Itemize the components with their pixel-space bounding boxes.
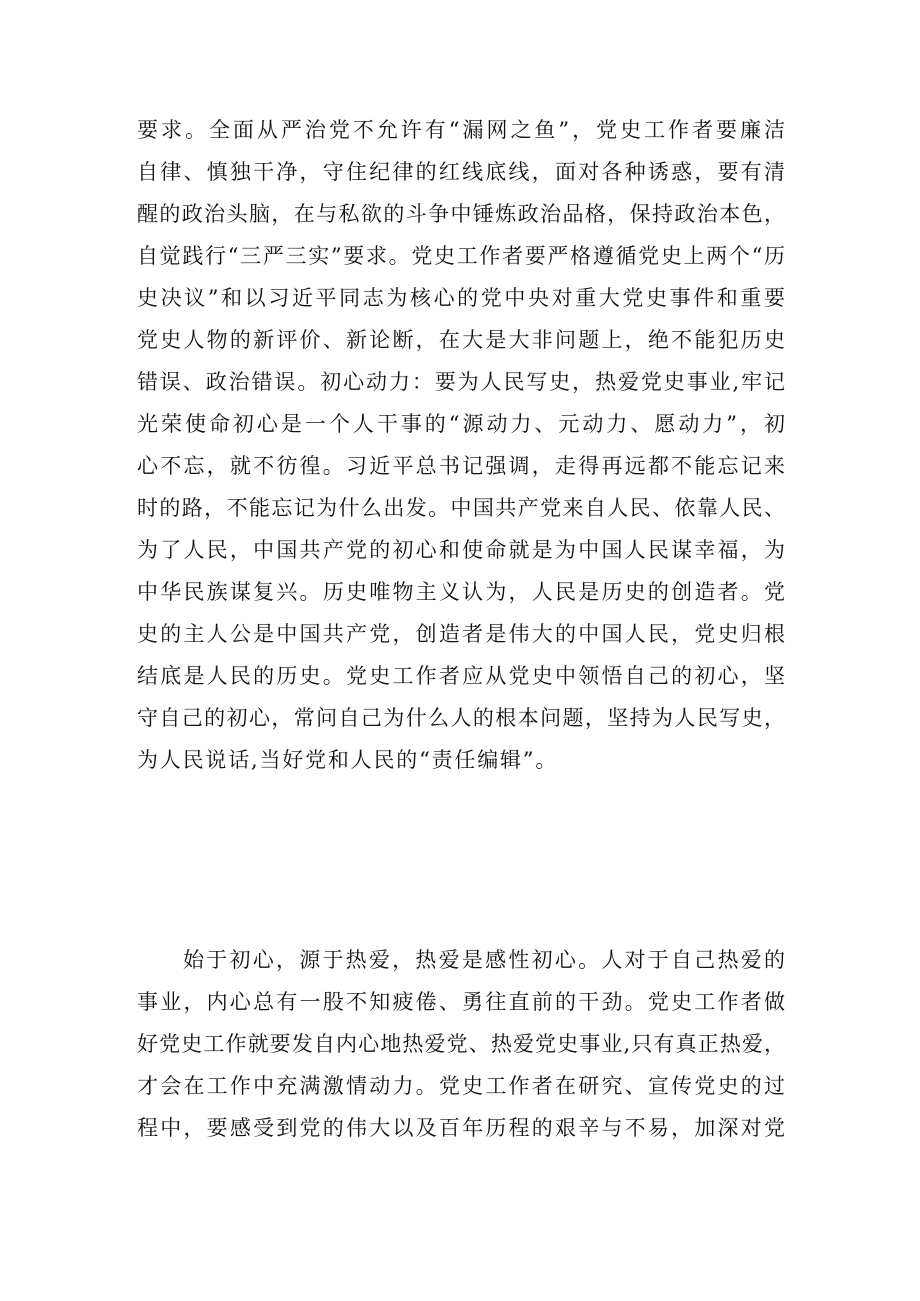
text-line: 守自己的初心，常问自己为什么人的根本问题，坚持为人民写史， <box>137 706 785 730</box>
text-line: 光荣使命初心是一个人干事的“源动力、元动力、愿动力”，初 <box>137 412 785 436</box>
text-line: 为人民说话,当好党和人民的“责任编辑”。 <box>137 748 559 772</box>
text-line: 好党史工作就要发自内心地热爱党、热爱党史事业,只有真正热爱， <box>137 1032 785 1056</box>
text-line: 错误、政治错误。初心动力：要为人民写史，热爱党史事业,牢记 <box>137 370 785 394</box>
text-line: 史决议”和以习近平同志为核心的党中央对重大党史事件和重要 <box>137 286 785 310</box>
text-line: 始于初心，源于热爱，热爱是感性初心。人对于自己热爱的 <box>183 948 785 972</box>
text-line: 时的路，不能忘记为什么出发。中国共产党来自人民、依靠人民、 <box>137 496 785 520</box>
text-line: 史的主人公是中国共产党，创造者是伟大的中国人民，党史归根 <box>137 622 785 646</box>
text-line: 程中，要感受到党的伟大以及百年历程的艰辛与不易，加深对党 <box>137 1116 785 1140</box>
text-line: 才会在工作中充满激情动力。党史工作者在研究、宣传党史的过 <box>137 1074 785 1098</box>
text-line: 醒的政治头脑，在与私欲的斗争中锤炼政治品格，保持政治本色， <box>137 202 785 226</box>
text-line: 事业，内心总有一股不知疲倦、勇往直前的干劲。党史工作者做 <box>137 990 785 1014</box>
text-line: 心不忘，就不彷徨。习近平总书记强调，走得再远都不能忘记来 <box>137 454 785 478</box>
text-line: 党史人物的新评价、新论断，在大是大非问题上，绝不能犯历史 <box>137 328 785 352</box>
paragraph-1 <box>137 109 785 781</box>
paragraph-2 <box>137 939 785 1149</box>
text-line: 要求。全面从严治党不允许有“漏网之鱼”，党史工作者要廉洁 <box>137 118 785 142</box>
text-line: 结底是人民的历史。党史工作者应从党史中领悟自己的初心，坚 <box>137 664 785 688</box>
text-line: 为了人民，中国共产党的初心和使命就是为中国人民谋幸福，为 <box>137 538 785 562</box>
text-line: 自律、慎独干净，守住纪律的红线底线，面对各种诱惑，要有清 <box>137 160 785 184</box>
text-line: 自觉践行“三严三实”要求。党史工作者要严格遵循党史上两个“历 <box>137 244 785 268</box>
text-line: 中华民族谋复兴。历史唯物主义认为，人民是历史的创造者。党 <box>137 580 785 604</box>
